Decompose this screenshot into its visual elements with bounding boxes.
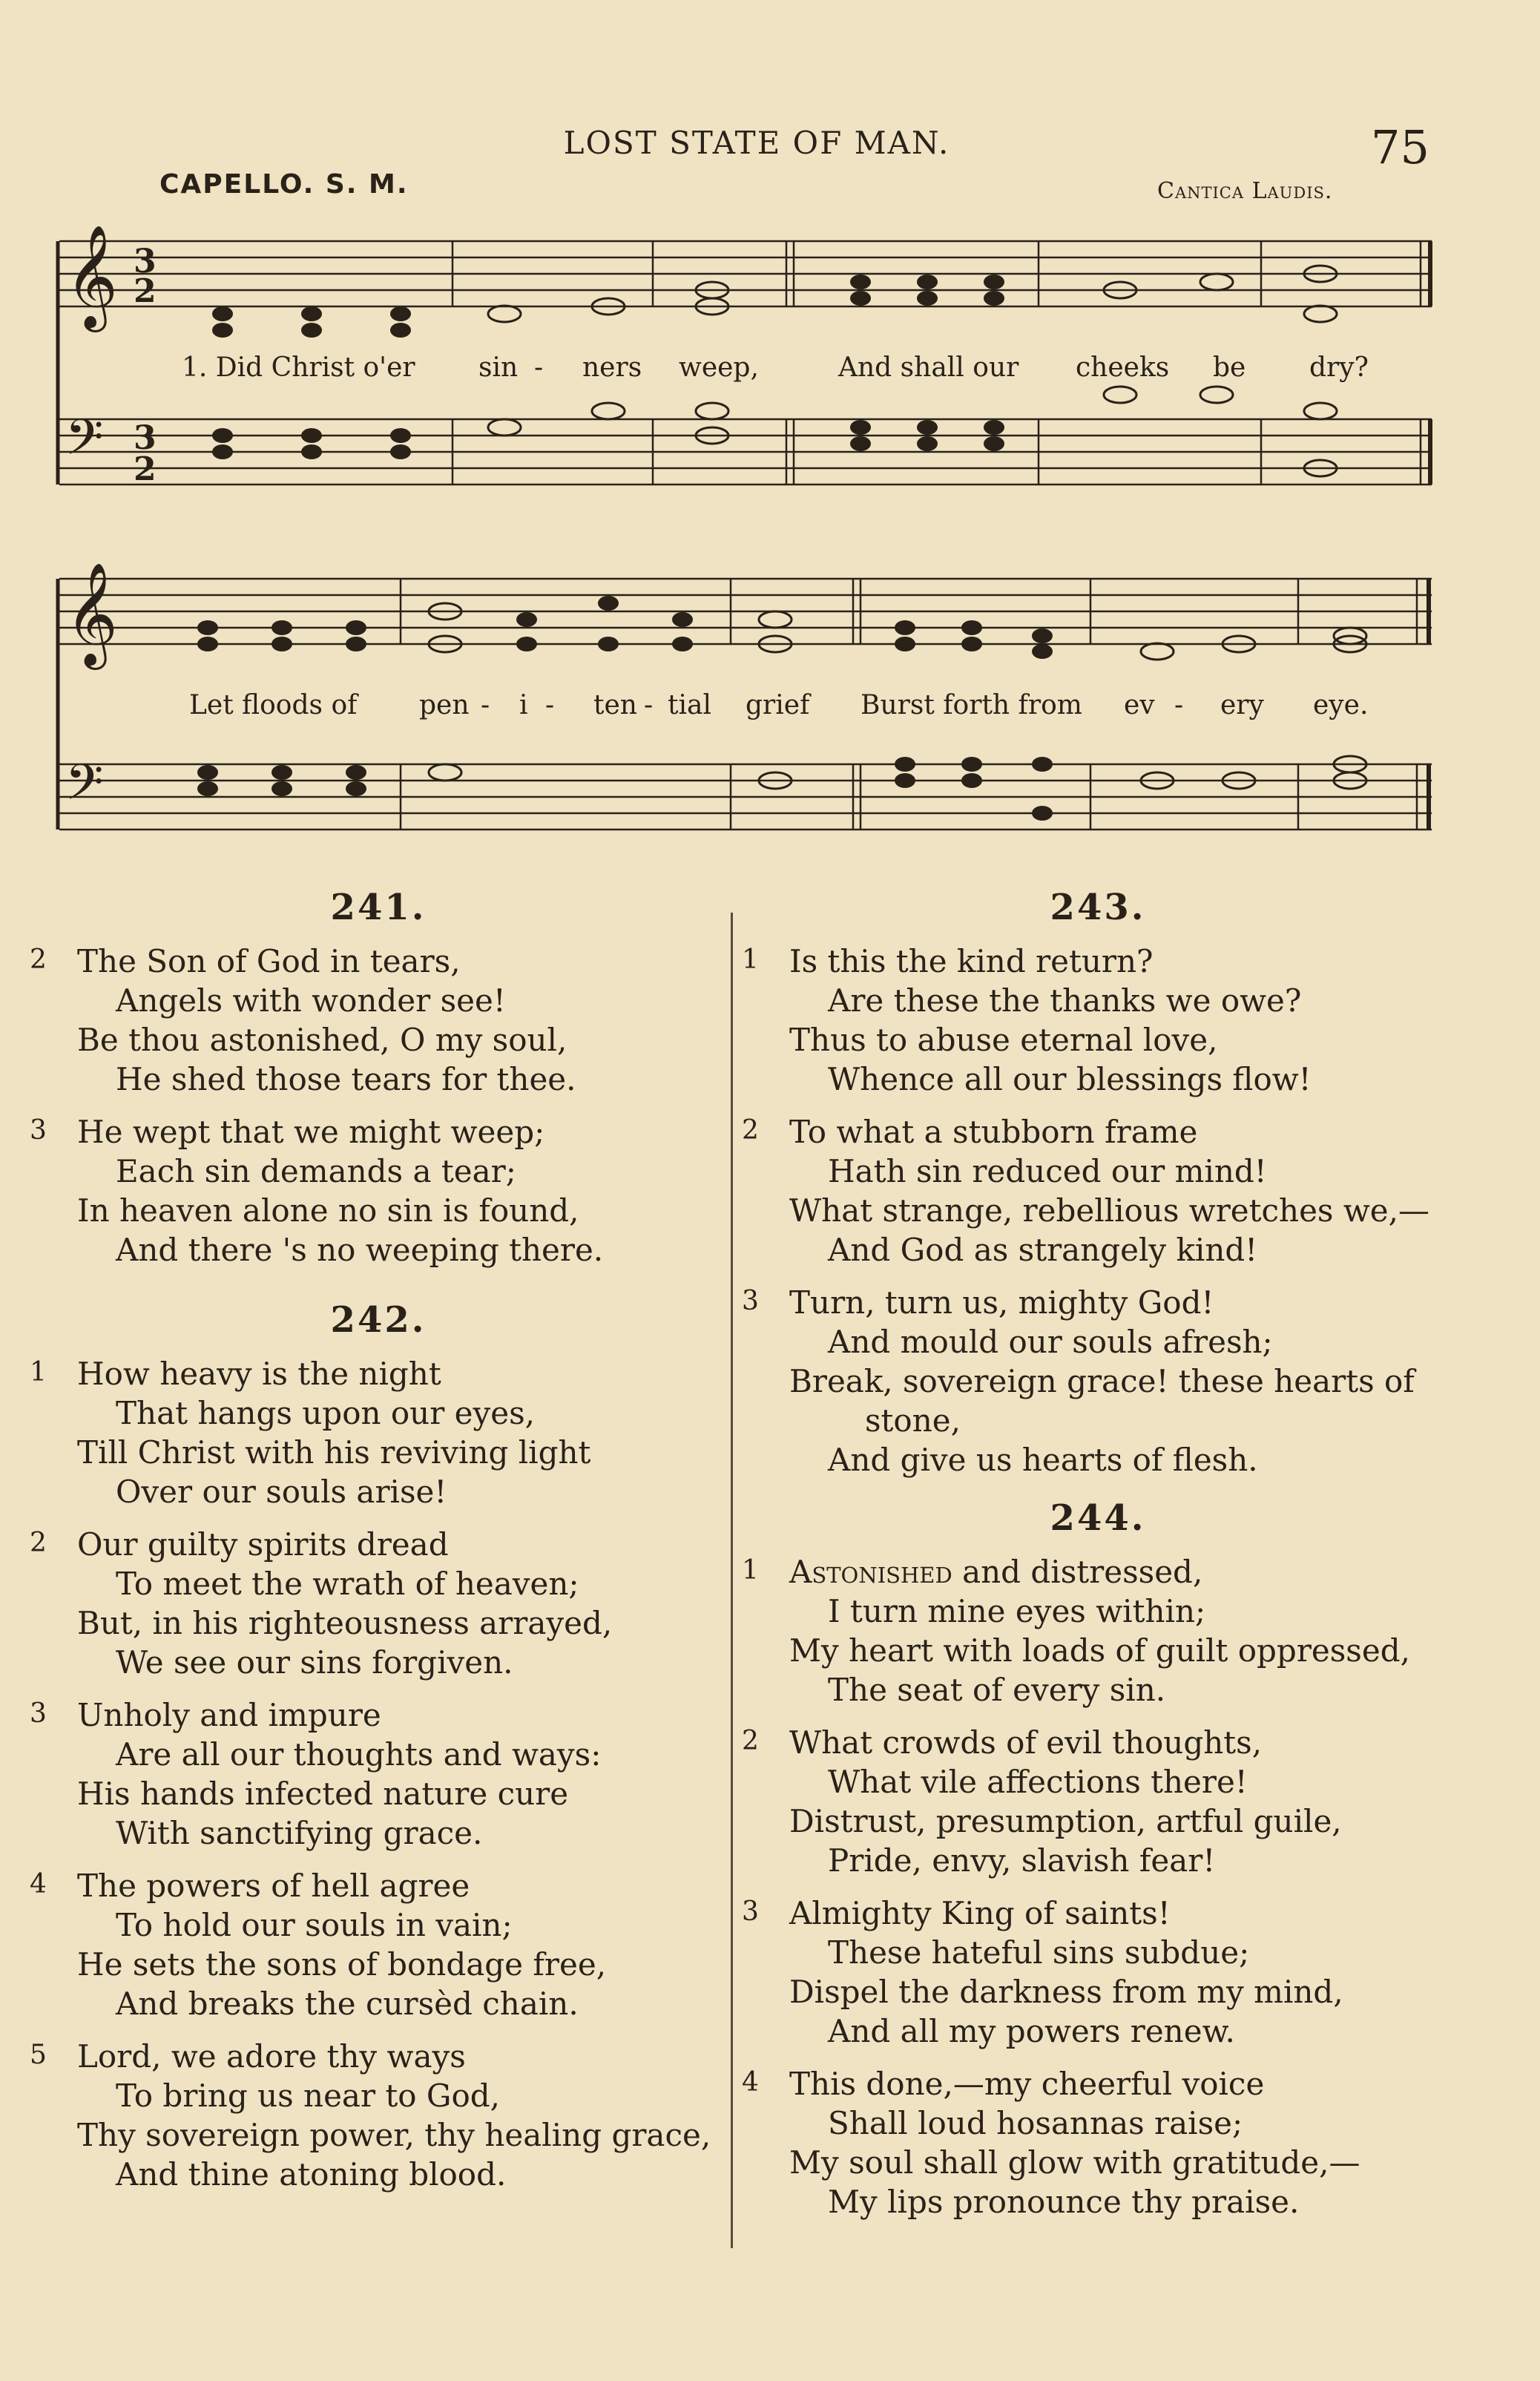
hymn-244-verse-1 <box>742 1552 1454 1710</box>
lyric-syllable: And shall our <box>838 352 1019 383</box>
lyric-syllable: ners <box>582 352 642 383</box>
tune-name: CAPELLO. S. M. <box>159 169 409 200</box>
lyric-syllable: - <box>481 690 490 720</box>
verse-line: These hateful sins subdue; <box>828 1934 1250 1971</box>
verse-line: Shall loud hosannas raise; <box>828 2105 1243 2141</box>
verse-line: Our guilty spirits dread <box>77 1526 449 1563</box>
lyric-syllable: weep, <box>679 352 759 383</box>
hymn-242-verse-4 <box>30 1866 727 2023</box>
verse-line: Each sin demands a tear; <box>116 1153 516 1189</box>
verse-line: What crowds of evil thoughts, <box>789 1724 1263 1761</box>
verse-line: And all my powers renew. <box>828 2013 1235 2049</box>
hymn-242-verse-2 <box>30 1525 727 1682</box>
verse-number: 1 <box>30 1357 47 1387</box>
verse-number: 2 <box>742 1115 759 1146</box>
verse-line: Turn, turn us, mighty God! <box>789 1284 1214 1321</box>
verse-line: This done,—my cheerful voice <box>789 2066 1265 2102</box>
verse-line: And breaks the cursèd chain. <box>116 1986 579 2022</box>
hymn-241-verse-3 <box>30 1112 727 1270</box>
lyric-syllable: ev <box>1124 690 1155 720</box>
verse-line: He shed those tears for thee. <box>116 1061 576 1097</box>
verse-line: That hangs upon our eyes, <box>116 1395 535 1431</box>
verse-line: Dispel the darkness from my mind, <box>789 1974 1343 2010</box>
verse-number: 1 <box>742 945 759 975</box>
tune-source: Cantica Laudis. <box>1157 178 1333 204</box>
verse-line: Lord, we adore thy ways <box>77 2038 466 2075</box>
hymn-243-verse-2 <box>742 1112 1454 1270</box>
verse-line: Over our souls arise! <box>116 1474 447 1510</box>
verse-line: Is this the kind return? <box>789 943 1154 979</box>
lyric-syllable: Burst forth from <box>861 690 1082 720</box>
verse-line: And give us hearts of flesh. <box>828 1442 1258 1478</box>
verse-line: To hold our souls in vain; <box>116 1907 513 1943</box>
verse-line: What strange, rebellious wretches we,— <box>789 1192 1429 1229</box>
page-number: 75 <box>1371 120 1429 174</box>
first-word: Astonished <box>789 1554 952 1590</box>
verse-line: The seat of every sin. <box>828 1672 1166 1708</box>
lyric-syllable: pen <box>419 690 470 720</box>
hymn-number-244: 244. <box>1050 1497 1146 1539</box>
verse-line: Thus to abuse eternal love, <box>789 1022 1218 1058</box>
verse-line: Pride, envy, slavish fear! <box>828 1842 1216 1879</box>
hymn-number-243: 243. <box>1050 887 1146 928</box>
verse-line: His hands infected nature cure <box>77 1776 569 1812</box>
verse-line: To what a stubborn frame <box>789 1114 1198 1150</box>
lyrics-line-1 <box>45 352 1439 390</box>
verse-number: 4 <box>742 2067 759 2098</box>
verse-number: 2 <box>742 1726 759 1756</box>
hymn-242-verse-3 <box>30 1695 727 1853</box>
hymn-242-verse-1 <box>30 1354 727 1511</box>
svg-text:2: 2 <box>134 272 157 310</box>
verse-line: Are these the thanks we owe? <box>828 982 1302 1019</box>
hymn-241-verse-2 <box>30 942 727 1099</box>
column-divider <box>731 913 733 2248</box>
verse-line: Angels with wonder see! <box>116 982 506 1019</box>
verse-line: And mould our souls afresh; <box>828 1324 1273 1360</box>
svg-text:𝄢: 𝄢 <box>65 754 104 823</box>
lyric-syllable: ery <box>1220 690 1264 720</box>
hymn-number-242: 242. <box>330 1299 427 1341</box>
verse-line: To meet the wrath of heaven; <box>116 1566 579 1602</box>
hymn-244-verse-2 <box>742 1723 1454 1880</box>
left-column <box>30 887 727 2207</box>
lyric-syllable: sin <box>478 352 519 383</box>
verse-line: The Son of God in tears, <box>77 943 461 979</box>
verse-number: 3 <box>30 1698 47 1729</box>
verse-line: My heart with loads of guilt oppressed, <box>789 1632 1410 1669</box>
verse-line: Hath sin reduced our mind! <box>828 1153 1267 1189</box>
svg-text:3: 3 <box>134 419 157 457</box>
lyric-syllable: dry? <box>1309 352 1369 383</box>
verse-number: 5 <box>30 2040 47 2070</box>
svg-text:2: 2 <box>134 450 157 488</box>
verse-line: Till Christ with his reviving light <box>77 1434 591 1471</box>
verse-number: 2 <box>30 1528 47 1558</box>
verse-line: My lips pronounce thy praise. <box>828 2184 1300 2220</box>
right-column <box>742 887 1454 2235</box>
running-head: LOST STATE OF MAN. <box>563 125 950 161</box>
hymn-244-verse-3 <box>742 1894 1454 2051</box>
verse-line: In heaven alone no sin is found, <box>77 1192 579 1229</box>
lyric-syllable: Let floods of <box>189 690 358 720</box>
lyrics-line-2 <box>45 690 1439 727</box>
verse-line: And there 's no weeping there. <box>116 1232 604 1268</box>
first-line-rest: and distressed, <box>952 1554 1203 1590</box>
verse-line: Almighty King of saints! <box>789 1895 1171 1931</box>
verse-line <box>742 1552 1454 1592</box>
hymn-243-verse-1 <box>742 942 1454 1099</box>
verse-line: stone, <box>865 1402 961 1439</box>
lyric-syllable: eye. <box>1313 690 1369 720</box>
hymn-244-verse-4 <box>742 2064 1454 2221</box>
verse-line: How heavy is the night <box>77 1356 441 1392</box>
verse-line: Distrust, presumption, artful guile, <box>789 1803 1342 1839</box>
verse-number: 4 <box>30 1869 47 1899</box>
hymn-242-verse-5 <box>30 2037 727 2194</box>
lyric-syllable: cheeks <box>1076 352 1170 383</box>
hymn-number-241: 241. <box>330 887 427 928</box>
verse-line: He wept that we might weep; <box>77 1114 545 1150</box>
svg-text:𝄞: 𝄞 <box>65 562 118 666</box>
music-system-2 <box>45 556 1439 846</box>
lyric-syllable: tial <box>668 690 711 720</box>
verse-line: My soul shall glow with gratitude,— <box>789 2144 1360 2181</box>
verse-number: 2 <box>30 945 47 975</box>
lyric-syllable: - <box>1174 690 1184 720</box>
lyric-syllable: i <box>519 690 528 720</box>
verse-line: He sets the sons of bondage free, <box>77 1946 607 1983</box>
verse-line: I turn mine eyes within; <box>828 1593 1206 1629</box>
lyric-syllable: - <box>534 352 544 383</box>
verse-number: 3 <box>742 1896 759 1927</box>
hymn-243-verse-3 <box>742 1283 1454 1479</box>
lyric-syllable: - <box>644 690 654 720</box>
verse-line: Unholy and impure <box>77 1697 381 1733</box>
verse-number: 3 <box>30 1115 47 1146</box>
lyric-syllable: be <box>1213 352 1246 383</box>
verse-line: And thine atoning blood. <box>116 2156 507 2193</box>
lyric-syllable: ten <box>593 690 637 720</box>
verse-line: We see our sins forgiven. <box>116 1644 513 1681</box>
verse-line: The powers of hell agree <box>77 1868 470 1904</box>
verse-line: And God as strangely kind! <box>828 1232 1258 1268</box>
verse-line: To bring us near to God, <box>116 2078 500 2114</box>
lyric-syllable: - <box>545 690 555 720</box>
lyric-syllable: grief <box>746 690 810 720</box>
verse-line: But, in his righteousness arrayed, <box>77 1605 613 1641</box>
svg-text:3: 3 <box>134 243 157 280</box>
verse-line: What vile affections there! <box>828 1764 1248 1800</box>
verse-number: 1 <box>742 1555 759 1586</box>
verse-line: Be thou astonished, O my soul, <box>77 1022 567 1058</box>
verse-number: 3 <box>742 1286 759 1316</box>
verse-line: Are all our thoughts and ways: <box>116 1736 602 1773</box>
lyric-syllable: 1. Did Christ o'er <box>182 352 415 383</box>
verse-line: With sanctifying grace. <box>116 1815 483 1851</box>
svg-text:𝄢: 𝄢 <box>65 409 104 478</box>
verse-line: Break, sovereign grace! these hearts of <box>789 1363 1415 1399</box>
svg-text:𝄞: 𝄞 <box>65 225 118 328</box>
verse-line: Thy sovereign power, thy healing grace, <box>77 2117 711 2153</box>
music-system-1 <box>45 219 1439 508</box>
verse-line: Whence all our blessings flow! <box>828 1061 1312 1097</box>
